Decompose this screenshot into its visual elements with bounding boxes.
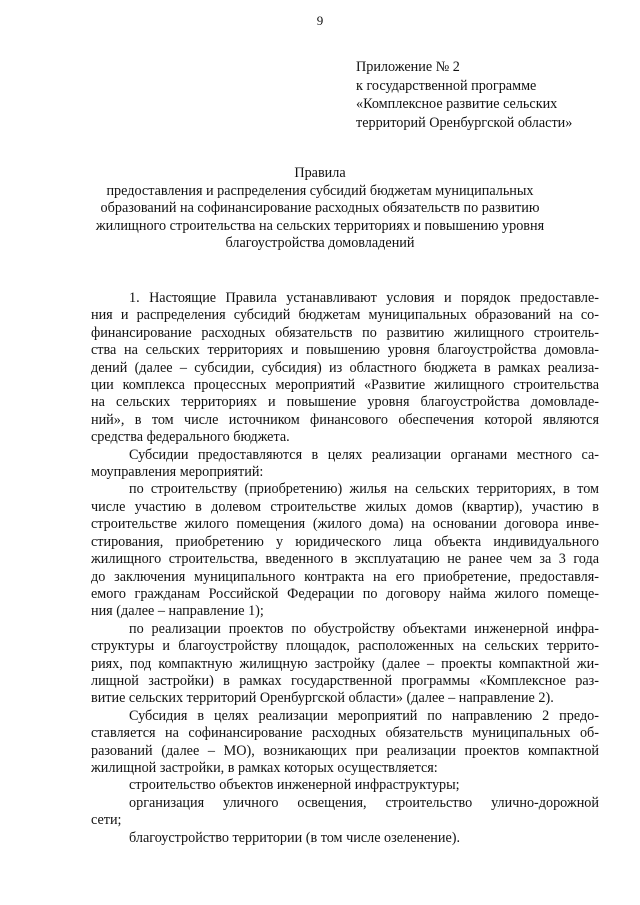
paragraph-line: благоустройство территории (в том числе озеленение). xyxy=(129,829,461,846)
paragraph-line: на сельских территориях и повышение уровня благоустройства домовладе- xyxy=(91,394,599,411)
paragraph-line: ции комплекса процессных мероприятий «Развитие жилищного строительства xyxy=(91,377,599,394)
paragraph-8 xyxy=(91,830,599,847)
page-number: 9 xyxy=(316,13,324,28)
appendix-line: «Комплексное развитие сельских xyxy=(356,96,558,113)
paragraph-1 xyxy=(91,290,599,447)
paragraph-line: риях, под компактную жилищную застройку (далее – проекты компактной жи- xyxy=(91,655,599,672)
paragraph-line: средства федерального бюджета. xyxy=(91,429,290,446)
paragraph-line: лищной застройки) в рамках государственной программы «Комплексное раз- xyxy=(91,672,599,689)
paragraph-line: 1. Настоящие Правила устанавливают условия и порядок предоставле- xyxy=(129,290,599,306)
appendix-line: территорий Оренбургской области» xyxy=(356,114,573,131)
paragraph-line: дений (далее – субсидии, субсидия) из областного бюджета в рамках реализа- xyxy=(91,359,599,376)
paragraph-line: ства на сельских территориях и повышению уровня благоустройства домовла- xyxy=(91,342,599,359)
title-line: предоставления и распределения субсидий бюджетам муниципальных xyxy=(106,182,534,199)
paragraph-3 xyxy=(91,481,599,620)
paragraph-line: разований (далее – МО), возникающих при реализации проектов компактной xyxy=(91,742,599,759)
paragraph-line: жилищной застройки, в рамках которых осуществляется: xyxy=(91,759,438,776)
paragraph-line: по строительству (приобретению) жилья на сельских территориях, в том xyxy=(129,481,599,498)
paragraph-line: по реализации проектов по обустройству объектами инженерной инфра- xyxy=(129,620,599,637)
paragraph-2 xyxy=(91,447,599,482)
paragraph-line: строительстве жилого помещения (жилого дома) на основании договора инве- xyxy=(91,516,599,533)
paragraph-line: организация уличного освещения, строительство улично-дорожной xyxy=(129,794,599,811)
title-line: жилищного строительства на сельских территориях и повышению уровня xyxy=(95,217,545,234)
paragraph-line: сети; xyxy=(91,812,122,829)
paragraph-line: до заключения муниципального контракта на его приобретение, предоставля- xyxy=(91,568,599,585)
paragraph-6 xyxy=(91,777,599,794)
paragraph-line: Субсидия в целях реализации мероприятий по направлению 2 предо- xyxy=(129,707,599,724)
paragraph-line: ния (далее – направление 1); xyxy=(91,603,264,620)
paragraph-line: структуры и благоустройству площадок, расположенных на сельских террито- xyxy=(91,638,599,655)
title-line: образований на софинансирование расходных обязательств по развитию xyxy=(100,200,540,217)
paragraph-7 xyxy=(91,795,599,830)
title-line: Правила xyxy=(294,165,346,181)
appendix-line: Приложение № 2 xyxy=(356,59,460,75)
appendix-line: к государственной программе xyxy=(356,77,537,94)
title-line: благоустройства домовладений xyxy=(225,235,415,252)
paragraph-line: витие сельских территорий Оренбургской области» (далее – направление 2). xyxy=(91,690,554,707)
paragraph-4 xyxy=(91,621,599,708)
paragraph-line: моуправления мероприятий: xyxy=(91,464,264,481)
paragraph-line: ставляется на софинансирование расходных обязательств муниципальных об- xyxy=(91,725,599,742)
paragraph-5 xyxy=(91,708,599,778)
paragraph-line: ния и распределения субсидий бюджетам муниципальных образований на со- xyxy=(91,307,599,324)
paragraph-line: строительство объектов инженерной инфраструктуры; xyxy=(129,777,460,794)
paragraph-line: емого гражданам Российской Федерации по договору найма жилого помеще- xyxy=(91,585,599,602)
paragraph-line: ний», в том числе источником финансового обеспечения которой являются xyxy=(91,411,599,428)
paragraph-line: стирования, приобретению у юридического лица объекта индивидуального xyxy=(91,533,599,550)
paragraph-line: Субсидии предоставляются в целях реализации органами местного са- xyxy=(129,446,599,463)
document-body xyxy=(91,290,599,847)
paragraph-line: жилищного строительства, введенного в эксплуатацию не ранее чем за 3 года xyxy=(91,551,599,568)
document-title xyxy=(90,165,550,253)
paragraph-line: числе участию в долевом строительстве жилых домов (квартир), участию в xyxy=(91,498,599,515)
paragraph-line: финансирование расходных обязательств по развитию жилищного строитель- xyxy=(91,324,599,341)
appendix-header xyxy=(356,58,636,132)
